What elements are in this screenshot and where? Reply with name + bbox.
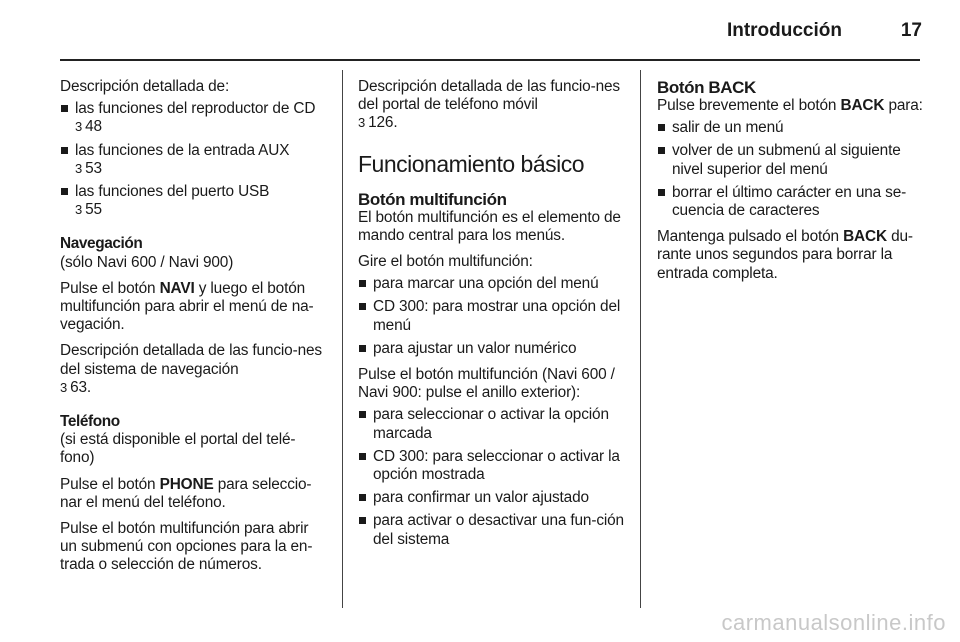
- page-reference[interactable]: 55: [85, 201, 102, 219]
- list-item: CD 300: para mostrar una opción del menú: [358, 298, 626, 334]
- list-item: para marcar una opción del menú: [358, 275, 626, 293]
- turn-list: [358, 275, 626, 358]
- page-reference[interactable]: 63.: [70, 378, 92, 396]
- page-header: [0, 0, 960, 62]
- press-instruction: Pulse el botón multifunción (Navi 600 / Navi 900: pulse el anillo exterior):: [358, 366, 615, 402]
- header-divider: [60, 59, 920, 61]
- feature-list: [60, 100, 328, 219]
- site-watermark: carmanualsonline.info: [721, 610, 946, 635]
- page-number: 17: [900, 20, 922, 41]
- page-reference[interactable]: 48: [85, 118, 102, 136]
- list-item: volver de un submenú al siguiente nivel superior del menú: [657, 142, 925, 178]
- phone-heading: Teléfono: [60, 413, 120, 431]
- list-item: para activar o desactivar una fun-ción del sistema: [358, 512, 626, 548]
- column-middle: [358, 78, 626, 557]
- list-item: las funciones de la entrada AUX 3 53: [60, 142, 328, 178]
- reference-arrow-icon: 3: [75, 160, 83, 176]
- phone-instruction: Pulse el botón PHONE para seleccio-nar el menú del teléfono.: [60, 475, 312, 511]
- reference-arrow-icon: 3: [75, 202, 83, 218]
- column-right: [657, 78, 925, 291]
- list-item: las funciones del reproductor de CD 3 48: [60, 100, 328, 136]
- list-item: para ajustar un valor numérico: [358, 340, 626, 358]
- multifunction-heading: Botón multifunción: [358, 189, 507, 209]
- reference-arrow-icon: 3: [358, 115, 366, 131]
- back-button-heading: Botón BACK: [657, 78, 756, 97]
- list-item: borrar el último carácter en una se-cuencia de caracteres: [657, 184, 925, 220]
- reference-arrow-icon: 3: [60, 379, 68, 395]
- list-item: las funciones del puerto USB 3 55: [60, 183, 328, 219]
- navigation-reference: Descripción detallada de las funcio-nes del sistema de navegación 3 63.: [60, 342, 322, 396]
- back-instruction: Pulse brevemente el botón BACK para:: [657, 97, 923, 114]
- navigation-note: (sólo Navi 600 / Navi 900): [60, 253, 234, 271]
- phone-note: (si está disponible el portal del telé-fono): [60, 431, 296, 467]
- back-key-label: BACK: [843, 228, 887, 246]
- page-title: Introducción: [726, 20, 842, 41]
- navigation-heading: Navegación: [60, 235, 143, 253]
- navigation-instruction: Pulse el botón NAVI y luego el botón multifunción para abrir el menú de na-vegación.: [60, 279, 314, 334]
- turn-instruction: Gire el botón multifunción:: [358, 253, 533, 271]
- navi-key-label: NAVI: [159, 279, 195, 297]
- page-reference[interactable]: 53: [85, 159, 102, 177]
- phone-portal-reference: Descripción detallada de las funcio-nes del portal de teléfono móvil 3 126.: [358, 78, 620, 132]
- phone-key-label: PHONE: [159, 475, 214, 493]
- multifunction-description: El botón multifunción es el elemento de mando central para los menús.: [358, 208, 621, 244]
- section-heading: Funcionamiento básico: [358, 150, 585, 177]
- list-item: salir de un menú: [657, 119, 925, 137]
- list-item: para confirmar un valor ajustado: [358, 489, 626, 507]
- intro-text: Descripción detallada de:: [60, 78, 230, 95]
- press-list: [358, 406, 626, 548]
- list-item: para seleccionar o activar la opción marcada: [358, 406, 626, 442]
- column-divider-left: [342, 70, 343, 608]
- page-reference[interactable]: 126.: [368, 114, 398, 132]
- list-item: CD 300: para seleccionar o activar la opción mostrada: [358, 448, 626, 484]
- back-key-label: BACK: [840, 97, 885, 114]
- reference-arrow-icon: 3: [75, 119, 83, 135]
- back-hold-instruction: Mantenga pulsado el botón BACK du-rante unos segundos para borrar la entrada completa.: [657, 228, 913, 282]
- column-divider-right: [640, 70, 641, 608]
- phone-multifunction-text: Pulse el botón multifunción para abrir un submenú con opciones para la en-trada o selección de números.: [60, 520, 313, 574]
- column-left: [60, 78, 328, 583]
- back-list: [657, 119, 925, 220]
